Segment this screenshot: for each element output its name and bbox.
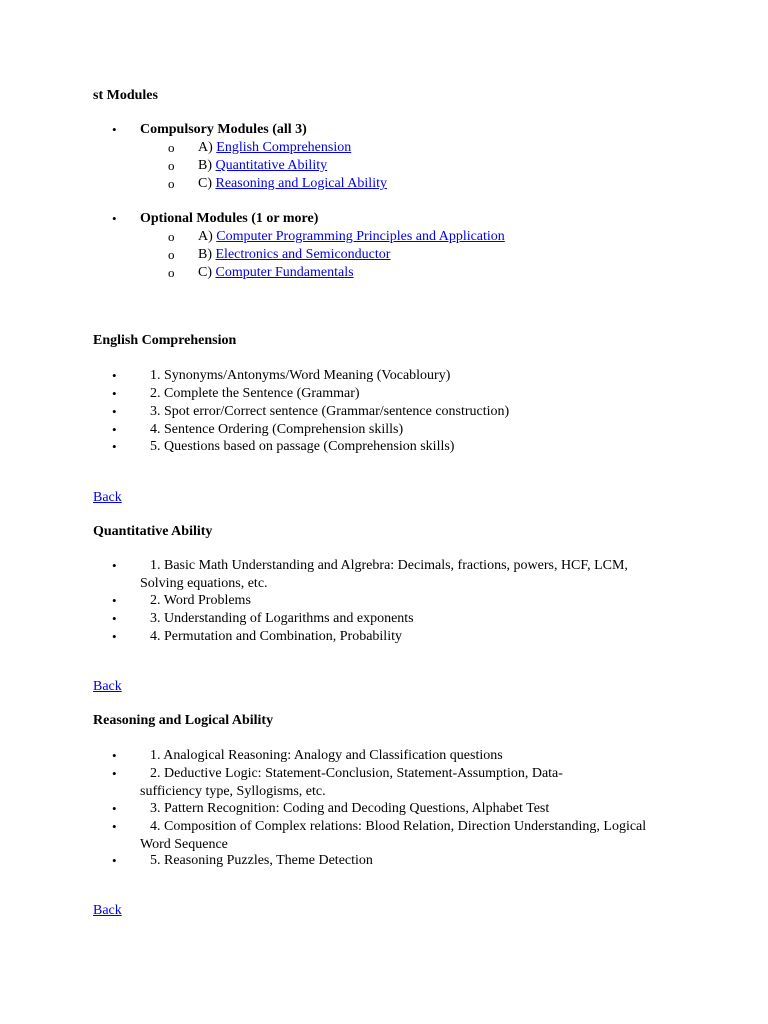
bullet-icon: • [112, 801, 117, 816]
page-title: st Modules [93, 88, 158, 103]
item-prefix: A) [198, 229, 217, 244]
circle-bullet-icon: o [168, 176, 175, 191]
circle-bullet-icon: o [168, 247, 175, 262]
back-link[interactable]: Back [93, 903, 122, 918]
link-english-comprehension[interactable]: English Comprehension [216, 140, 352, 155]
list-item-text: 3. Spot error/Correct sentence (Grammar/sentence construction) [150, 404, 510, 419]
section-heading-english: English Comprehension [93, 333, 237, 348]
bullet-icon: • [112, 558, 117, 573]
list-item-text: 2. Complete the Sentence (Grammar) [150, 386, 360, 401]
item-prefix: B) [198, 247, 216, 262]
list-item-text: 3. Pattern Recognition: Coding and Decoding Questions, Alphabet Test [150, 801, 550, 816]
bullet-icon: • [112, 404, 117, 419]
optional-modules-label: Optional Modules (1 or more) [140, 211, 319, 226]
item-prefix: C) [198, 265, 216, 280]
bullet-icon: • [112, 422, 117, 437]
list-item-text: 1. Analogical Reasoning: Analogy and Classification questions [150, 748, 503, 763]
bullet-icon: • [112, 611, 117, 626]
circle-bullet-icon: o [168, 158, 175, 173]
bullet-icon: • [112, 593, 117, 608]
link-quantitative-ability[interactable]: Quantitative Ability [215, 158, 328, 173]
bullet-icon: • [112, 766, 117, 781]
item-prefix: C) [198, 176, 216, 191]
link-reasoning-logical-ability[interactable]: Reasoning and Logical Ability [215, 176, 387, 191]
circle-bullet-icon: o [168, 140, 175, 155]
bullet-icon: • [112, 368, 117, 383]
back-link[interactable]: Back [93, 679, 122, 694]
list-item-text: 4. Permutation and Combination, Probability [150, 629, 402, 644]
list-item-text: 3. Understanding of Logarithms and exponents [150, 611, 414, 626]
link-computer-programming[interactable]: Computer Programming Principles and Application [216, 229, 505, 244]
list-item-text: 5. Questions based on passage (Comprehension skills) [150, 439, 455, 454]
compulsory-modules-label: Compulsory Modules (all 3) [140, 122, 307, 137]
list-item-text: 2. Deductive Logic: Statement-Conclusion, Statement-Assumption, Data-sufficiency type, Syllogisms, etc. [140, 766, 563, 799]
bullet-icon: • [112, 748, 117, 763]
list-item-text: 4. Sentence Ordering (Comprehension skills) [150, 422, 404, 437]
list-item-text: 1. Basic Math Understanding and Algrebra: Decimals, fractions, powers, HCF, LCM, Solving equations, etc. [140, 558, 628, 591]
circle-bullet-icon: o [168, 229, 175, 244]
list-item-text: 2. Word Problems [150, 593, 251, 608]
section-heading-quantitative: Quantitative Ability [93, 524, 213, 539]
circle-bullet-icon: o [168, 265, 175, 280]
list-item-text: 5. Reasoning Puzzles, Theme Detection [150, 853, 373, 868]
bullet-icon: • [112, 439, 117, 454]
list-item-text: 1. Synonyms/Antonyms/Word Meaning (Vocabloury) [150, 368, 451, 383]
link-computer-fundamentals[interactable]: Computer Fundamentals [215, 265, 354, 280]
bullet-icon: • [112, 629, 117, 644]
back-link[interactable]: Back [93, 490, 122, 505]
item-prefix: A) [198, 140, 217, 155]
section-heading-reasoning: Reasoning and Logical Ability [93, 713, 274, 728]
bullet-icon: • [112, 819, 117, 834]
item-prefix: B) [198, 158, 216, 173]
bullet-icon: • [112, 122, 117, 137]
bullet-icon: • [112, 853, 117, 868]
bullet-icon: • [112, 386, 117, 401]
list-item-text: 4. Composition of Complex relations: Blood Relation, Direction Understanding, Logical Word Sequence [140, 819, 647, 852]
link-electronics-semiconductor[interactable]: Electronics and Semiconductor [215, 247, 391, 262]
bullet-icon: • [112, 211, 117, 226]
